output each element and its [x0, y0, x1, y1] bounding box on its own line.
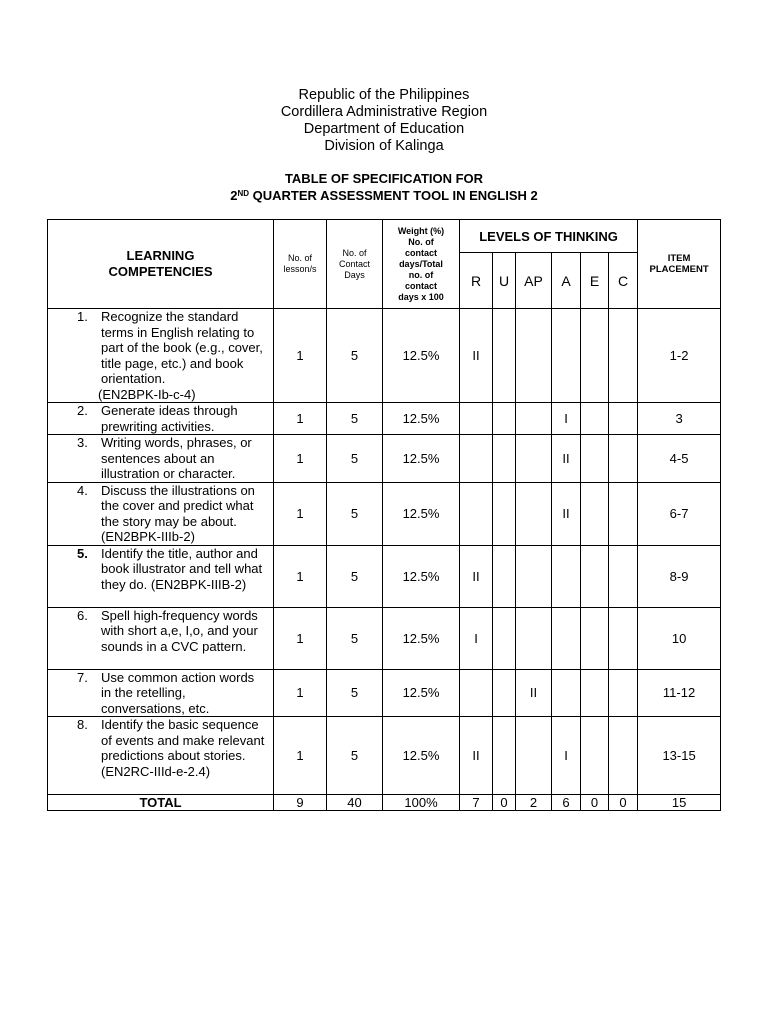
- level-a-cell: [552, 669, 581, 717]
- level-e-cell: [581, 309, 609, 403]
- level-e-cell: [581, 669, 609, 717]
- competency-text: Spell high-frequency words with short a,e, I,o, and your sounds in a CVC pattern.: [101, 607, 258, 654]
- total-level-u: 0: [493, 795, 516, 811]
- title-line-1: TABLE OF SPECIFICATION FOR: [284, 171, 484, 186]
- level-e-cell: [581, 717, 609, 795]
- competency-cell: [48, 482, 274, 545]
- document-title: [0, 170, 768, 204]
- item-placement-cell: 1-2: [638, 309, 721, 403]
- level-e-cell: [581, 403, 609, 435]
- total-level-e: 0: [581, 795, 609, 811]
- table-row: [48, 482, 721, 545]
- contact-days-header: [327, 220, 383, 309]
- level-r-cell: [460, 669, 493, 717]
- level-ap-cell: [516, 717, 552, 795]
- contact-header-line-3: Days: [344, 269, 365, 280]
- contact-days-cell: 5: [327, 435, 383, 483]
- weight-header-line-3: contact: [404, 247, 437, 258]
- competency-code: (EN2BPK-Ib-c-4): [98, 386, 196, 402]
- competency-cell: [48, 607, 274, 669]
- total-row: [48, 795, 721, 811]
- level-a-cell: [552, 309, 581, 403]
- level-r-cell: [460, 403, 493, 435]
- competency-text: Identify the basic sequence of events and make relevant predictions about stories. (EN2RC-IIId-e-2.4): [101, 717, 265, 779]
- level-c-cell: [609, 309, 638, 403]
- weight-cell: 12.5%: [383, 607, 460, 669]
- weight-header: [383, 220, 460, 309]
- title-line-2: [0, 187, 768, 204]
- level-u-cell: [493, 717, 516, 795]
- contact-days-cell: 5: [327, 482, 383, 545]
- level-a-cell: II: [552, 482, 581, 545]
- weight-cell: 12.5%: [383, 717, 460, 795]
- item-placement-cell: 13-15: [638, 717, 721, 795]
- competency-cell: [48, 669, 274, 717]
- weight-header-line-5: no. of: [408, 269, 434, 280]
- level-r-cell: II: [460, 309, 493, 403]
- competency-cell: [48, 545, 274, 607]
- level-r-cell: I: [460, 607, 493, 669]
- weight-cell: 12.5%: [383, 669, 460, 717]
- title-ordinal-suffix: ND: [237, 189, 250, 198]
- level-ap-cell: [516, 607, 552, 669]
- contact-header-line-2: Contact: [338, 258, 371, 269]
- competency-text: Generate ideas through prewriting activities.: [101, 403, 238, 434]
- lessons-cell: 1: [274, 717, 327, 795]
- lessons-header-line-1: No. of: [287, 253, 312, 263]
- lessons-cell: 1: [274, 403, 327, 435]
- contact-days-cell: 5: [327, 403, 383, 435]
- specification-table: [47, 219, 721, 811]
- total-label: TOTAL: [48, 795, 274, 811]
- competency-cell: [48, 435, 274, 483]
- level-a-cell: II: [552, 435, 581, 483]
- level-r-cell: II: [460, 717, 493, 795]
- level-ap-cell: II: [516, 669, 552, 717]
- total-level-a: 6: [552, 795, 581, 811]
- level-c-cell: [609, 717, 638, 795]
- header-line-republic: Republic of the Philippines: [298, 87, 470, 103]
- table-row: [48, 717, 721, 795]
- level-a-cell: [552, 545, 581, 607]
- competency-number: 4.: [77, 482, 88, 498]
- total-level-ap: 2: [516, 795, 552, 811]
- level-u-cell: [493, 403, 516, 435]
- weight-header-line-6: contact: [404, 280, 437, 291]
- contact-days-cell: 5: [327, 669, 383, 717]
- item-placement-cell: 4-5: [638, 435, 721, 483]
- level-e-header: E: [581, 253, 609, 309]
- weight-header-line-7: days x 100: [398, 291, 444, 302]
- competency-number: 5.: [77, 545, 88, 561]
- competency-number: 6.: [77, 607, 88, 623]
- level-ap-cell: [516, 435, 552, 483]
- level-r-cell: [460, 435, 493, 483]
- level-ap-cell: [516, 545, 552, 607]
- competency-text: Recognize the standard terms in English relating to part of the book (e.g., cover, title page, etc.) and book orientation.: [101, 309, 263, 386]
- table-row: [48, 669, 721, 717]
- level-e-cell: [581, 545, 609, 607]
- competencies-header-line-2: COMPETENCIES: [108, 264, 213, 279]
- level-ap-cell: [516, 482, 552, 545]
- item-placement-cell: 8-9: [638, 545, 721, 607]
- level-a-header: A: [552, 253, 581, 309]
- total-level-r: 7: [460, 795, 493, 811]
- level-u-header: U: [493, 253, 516, 309]
- competency-number: 8.: [77, 717, 88, 732]
- table-row: [48, 435, 721, 483]
- lessons-cell: 1: [274, 309, 327, 403]
- weight-cell: 12.5%: [383, 545, 460, 607]
- level-r-cell: [460, 482, 493, 545]
- competency-number: 1.: [77, 309, 88, 324]
- level-e-cell: [581, 482, 609, 545]
- level-e-cell: [581, 435, 609, 483]
- weight-cell: 12.5%: [383, 435, 460, 483]
- level-c-header: C: [609, 253, 638, 309]
- item-placement-cell: 3: [638, 403, 721, 435]
- table-row: [48, 545, 721, 607]
- level-u-cell: [493, 435, 516, 483]
- item-placement-cell: 6-7: [638, 482, 721, 545]
- level-u-cell: [493, 669, 516, 717]
- weight-header-line-1: Weight (%): [397, 225, 445, 236]
- levels-of-thinking-header: LEVELS OF THINKING: [460, 220, 638, 253]
- competency-number: 7.: [77, 669, 88, 685]
- title-line-2-rest: QUARTER ASSESSMENT TOOL IN ENGLISH 2: [249, 188, 538, 203]
- competency-text: Writing words, phrases, or sentences about an illustration or character.: [101, 435, 252, 481]
- table-row: [48, 607, 721, 669]
- header-line-region: Cordillera Administrative Region: [280, 104, 488, 120]
- title-ordinal: 2: [230, 188, 238, 203]
- document-header: [0, 87, 768, 155]
- level-r-header: R: [460, 253, 493, 309]
- table-row: [48, 403, 721, 435]
- competencies-header-line-1: LEARNING: [126, 248, 195, 263]
- level-ap-cell: [516, 309, 552, 403]
- level-e-cell: [581, 607, 609, 669]
- weight-header-line-2: No. of: [408, 236, 434, 247]
- level-ap-header: AP: [516, 253, 552, 309]
- level-r-cell: II: [460, 545, 493, 607]
- contact-days-cell: 5: [327, 545, 383, 607]
- contact-days-cell: 5: [327, 607, 383, 669]
- lessons-cell: 1: [274, 669, 327, 717]
- weight-header-line-4: days/Total: [399, 258, 443, 269]
- competency-cell: [48, 717, 274, 795]
- competency-text: Discuss the illustrations on the cover and predict what the story may be about. (EN2BPK-IIIb-2): [101, 482, 255, 544]
- total-weight: 100%: [383, 795, 460, 811]
- level-c-cell: [609, 482, 638, 545]
- header-line-department: Department of Education: [303, 121, 465, 137]
- competencies-header: [48, 220, 274, 309]
- header-row-1: [48, 220, 721, 253]
- total-contact-days: 40: [327, 795, 383, 811]
- weight-cell: 12.5%: [383, 482, 460, 545]
- competency-number: 2.: [77, 403, 88, 418]
- item-header-line-2: PLACEMENT: [649, 264, 709, 275]
- weight-cell: 12.5%: [383, 309, 460, 403]
- contact-header-line-1: No. of: [342, 247, 367, 258]
- competency-cell: [48, 309, 274, 403]
- level-u-cell: [493, 545, 516, 607]
- lessons-header-line-2: lesson/s: [283, 264, 317, 274]
- level-u-cell: [493, 309, 516, 403]
- lessons-cell: 1: [274, 545, 327, 607]
- lessons-header: [274, 220, 327, 309]
- lessons-cell: 1: [274, 482, 327, 545]
- item-header-line-1: ITEM: [667, 253, 691, 264]
- item-placement-cell: 11-12: [638, 669, 721, 717]
- level-ap-cell: [516, 403, 552, 435]
- total-item-placement: 15: [638, 795, 721, 811]
- competency-cell: [48, 403, 274, 435]
- competency-text: Identify the title, author and book illustrator and tell what they do. (EN2BPK-IIIB-2): [101, 545, 263, 592]
- level-c-cell: [609, 607, 638, 669]
- item-placement-cell: 10: [638, 607, 721, 669]
- contact-days-cell: 5: [327, 717, 383, 795]
- level-c-cell: [609, 435, 638, 483]
- competency-number: 3.: [77, 435, 88, 450]
- level-a-cell: [552, 607, 581, 669]
- level-c-cell: [609, 545, 638, 607]
- level-a-cell: I: [552, 403, 581, 435]
- level-u-cell: [493, 482, 516, 545]
- level-c-cell: [609, 403, 638, 435]
- total-lessons: 9: [274, 795, 327, 811]
- table-row: [48, 309, 721, 403]
- lessons-cell: 1: [274, 607, 327, 669]
- level-a-cell: I: [552, 717, 581, 795]
- weight-cell: 12.5%: [383, 403, 460, 435]
- total-level-c: 0: [609, 795, 638, 811]
- competency-text: Use common action words in the retelling, conversations, etc.: [101, 669, 255, 716]
- lessons-cell: 1: [274, 435, 327, 483]
- header-line-division: Division of Kalinga: [324, 138, 444, 154]
- contact-days-cell: 5: [327, 309, 383, 403]
- level-u-cell: [493, 607, 516, 669]
- item-placement-header: [638, 220, 721, 309]
- level-c-cell: [609, 669, 638, 717]
